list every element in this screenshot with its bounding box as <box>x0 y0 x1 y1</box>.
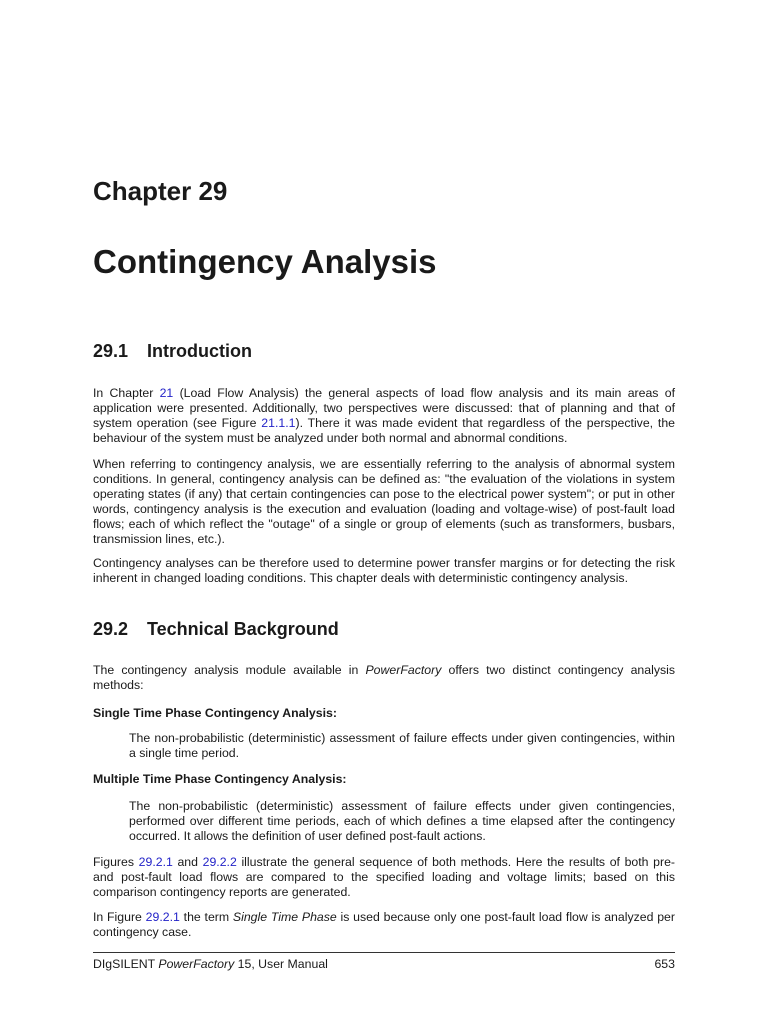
text-span: illustrate the general sequence of both methods. Here the results of both pre- and post-fault load flows are compared to the specified loading and voltage limits; based on this comparison contingency reports are generated. <box>93 855 675 899</box>
single-time-phase-emphasis: Single Time Phase <box>232 910 337 924</box>
section-title: Technical Background <box>147 619 339 639</box>
background-paragraph-2 <box>93 855 675 900</box>
figure-29-2-2-link[interactable]: 29.2.2 <box>202 855 237 869</box>
powerfactory-emphasis: PowerFactory <box>365 663 442 677</box>
figure-21-1-1-link[interactable]: 21.1.1 <box>261 416 296 430</box>
multiple-time-phase-description: The non-probabilistic (deterministic) assessment of failure effects under given contingencies, performed over different time periods, each of which defines a time elapsed after the contingency occurred. It allows the definition of user defined post-fault actions. <box>129 799 675 843</box>
multiple-time-phase-heading: Multiple Time Phase Contingency Analysis: <box>93 772 347 786</box>
intro-paragraph-1 <box>93 386 675 446</box>
section-title: Introduction <box>147 341 252 361</box>
text-span: and <box>172 855 203 869</box>
chapter-title: Contingency Analysis <box>93 243 437 280</box>
background-paragraph-3 <box>93 910 675 940</box>
single-time-phase-heading: Single Time Phase Contingency Analysis: <box>93 706 337 720</box>
section-number: 29.2 <box>93 619 129 639</box>
text-span: (Load Flow Analysis) the general aspects of load flow analysis and its main areas of application were presented. Additionally, two perspectives were discussed: that of planning and that of system operation (see Figure <box>93 386 675 430</box>
footer-manual-title <box>93 957 328 971</box>
figure-29-2-1-link[interactable]: 29.2.1 <box>138 855 173 869</box>
section-heading-introduction <box>93 341 252 362</box>
chapter-21-link[interactable]: 21 <box>159 386 174 400</box>
text-span: the term <box>179 910 233 924</box>
chapter-label: Chapter 29 <box>93 176 228 206</box>
background-paragraph-1 <box>93 663 675 693</box>
intro-paragraph-3: Contingency analyses can be therefore used to determine power transfer margins or for detecting the risk inherent in changed loading conditions. This chapter deals with deterministic contingency analysis. <box>93 556 675 585</box>
text-span: In Chapter <box>93 386 160 400</box>
section-heading-technical-background <box>93 619 339 640</box>
text-span: is used because only one post-fault load flow is analyzed per contingency case. <box>93 910 675 939</box>
text-span: ). There it was made evident that regardless of the perspective, the behaviour of the system must be analyzed under both normal and abnormal conditions. <box>93 416 675 445</box>
text-span: Figures <box>93 855 139 869</box>
figure-29-2-1-link[interactable]: 29.2.1 <box>145 910 180 924</box>
text-span: 15, User Manual <box>234 957 328 971</box>
footer-divider <box>93 952 675 953</box>
page-number: 653 <box>654 957 675 971</box>
text-span: In Figure <box>93 910 146 924</box>
text-span: DIgSILENT <box>93 957 159 971</box>
single-time-phase-description: The non-probabilistic (deterministic) assessment of failure effects under given contingencies, within a single time period. <box>129 731 675 760</box>
intro-paragraph-2: When referring to contingency analysis, we are essentially referring to the analysis of abnormal system conditions. In general, contingency analysis can be defined as: "the evaluation of the violations in system operating states (if any) that certain contingencies can pose to the electrical power system"; or put in other words, contingency analysis is the execution and evaluation (loading and voltage-wise) of post-fault load flows; each of which reflect the "outage" of a single or group of elements (such as transformers, busbars, transmission lines, etc.). <box>93 457 675 546</box>
section-number: 29.1 <box>93 341 129 361</box>
powerfactory-emphasis: PowerFactory <box>158 957 235 971</box>
text-span: offers two distinct contingency analysis methods: <box>93 663 675 692</box>
text-span: The contingency analysis module available in <box>93 663 366 677</box>
